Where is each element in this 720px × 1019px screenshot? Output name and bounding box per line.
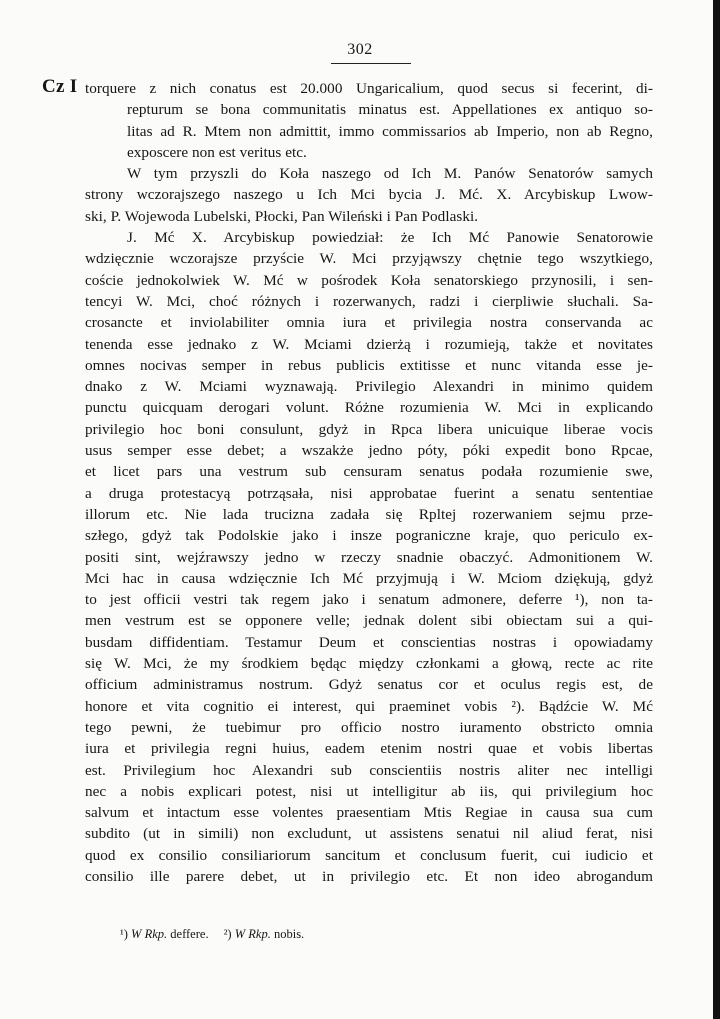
text-line: tenenda esse jednako z W. Mciami dzierżą i rozumieją, także et novitates (85, 335, 653, 353)
footnotes (120, 927, 316, 942)
footnote-1 (120, 927, 212, 941)
text-line: illorum etc. Nie lada trucizna zadała się Rpltej rozerwaniem sejmu prze- (85, 505, 653, 523)
margin-note: Cz I (42, 76, 78, 97)
text-line: coście jednokolwiek W. Mć w pośrodek Koła senatorskiego przynosili, i sen- (85, 271, 653, 289)
footnote-2 (224, 927, 305, 941)
text-line: tego pewni, że tuebimur pro officio nostro iuramento obstricto omnia (85, 718, 653, 736)
text-line: iura et privilegia regni huius, eadem etenim nostri quae et vobis libertas (85, 740, 653, 758)
text-line: się W. Mci, że my środkiem będąc między członkami a głową, recte ac rite (85, 655, 653, 673)
text-line: men vestrum est se opponere velle; jednak dolent sibi obiectam sui a qui- (85, 612, 653, 630)
text-line: privilegio hoc boni consulunt, gdyż in Rpca libera unicuique liberae vocis (85, 420, 653, 438)
text-line: nec a nobis explicari potest, nisi ut intelligitur ab iis, qui privilegium hoc (85, 782, 653, 800)
text-line: officium administramus nostrum. Gdyż senatus cor et oculus regis est, de (85, 676, 653, 694)
page-edge-shadow (713, 0, 720, 1019)
text-line: usus semper esse debet; a wszakże jedno póty, póki expedit bono Rpcae, (85, 442, 653, 460)
footnote-mark: ¹) (120, 927, 128, 941)
page-number-rule (331, 63, 411, 64)
text-line: strony wczorajszego naszego u Ich Mci bycia J. Mć. X. Arcybiskup Lwow- (85, 186, 653, 204)
text-line: salvum et intactum esse volentes praesentiam Mtis Regiae in causa sua cum (85, 804, 653, 822)
footnote-text: deffere. (170, 927, 209, 941)
text-line: repturum se bona communitatis minatus est. Appellationes ex antiquo so- (127, 101, 653, 119)
text-line: busdam diffidentiam. Testamur Deum et conscientias nostras i opowiadamy (85, 633, 653, 651)
text-line: et licet pars una vestrum sub censuram senatus podała rozumienie swe, (85, 463, 653, 481)
footnote-mark: ²) (223, 927, 232, 941)
text-line: honore et vita cognitio ei interest, qui praeminet vobis ²). Bądźcie W. Mć (85, 697, 653, 715)
text-line: crosancte et inviolabiliter omnia iura et privilegia nostra conservanda ac (85, 314, 653, 332)
body-text (85, 78, 653, 887)
text-line: to jest officii vestri tak regem jako i senatum admonere, deferre ¹), non ta- (85, 591, 653, 609)
text-line: litas ad R. Mtem non admittit, immo commissarios ab Imperio, non ab Regno, (127, 122, 653, 140)
text-line: omnes nocivas semper in rebus publicis extitisse et nunc vitanda esse je- (85, 356, 653, 374)
text-line: tencyi W. Mci, choć różnych i rozerwanych, radzi i cierpliwie słuchali. Sa- (85, 292, 653, 310)
text-line: a druga protestacyą potrząsała, nisi approbatae fuerint a senatu sententiae (85, 484, 653, 502)
text-line: exposcere non est veritus etc. (127, 143, 307, 161)
text-line: W tym przyszli do Koła naszego od Ich M. Panów Senatorów samych (127, 165, 653, 183)
footnote-source: W Rkp. (131, 927, 168, 941)
text-line: torquere z nich conatus est 20.000 Ungaricalium, quod secus si fecerint, di- (85, 80, 653, 97)
text-line: ski, P. Wojewoda Lubelski, Płocki, Pan Wileński i Pan Podlaski. (85, 207, 479, 225)
footnote-text: nobis. (273, 927, 305, 941)
footnote-source: W Rkp. (234, 927, 271, 941)
text-line: positi sint, wejźrawszy jedno w rzeczy snadnie obaczyć. Admonitionem W. (85, 548, 653, 566)
text-line: quod ex consilio consiliariorum sancitum et conclusum fuerit, cui iudicio et (85, 846, 653, 864)
text-line: szłego, gdyż tak Podolskie jako i insze pograniczne kraje, quo periculo ex- (85, 527, 653, 545)
text-line: consilio ille parere debet, ut in privilegio etc. Et non ideo abrogandum (85, 867, 653, 885)
page-number: 302 (347, 41, 373, 58)
text-line: J. Mć X. Arcybiskup powiedział: że Ich Mć Panowie Senatorowie (127, 229, 653, 247)
text-line: Mci hac in causa wdzięcznie Ich Mć przyjmują i W. Mciom dziękują, gdyż (85, 569, 653, 587)
text-line: est. Privilegium hoc Alexandri sub conscientiis nostris aliter nec intelligi (85, 761, 653, 779)
text-line: subdito (ut in simili) non excludunt, ut assistens senatui nil aliud ferat, nisi (85, 825, 653, 843)
text-line: punctu quicquam derogari volunt. Różne rozumienia W. Mci in explicando (85, 399, 653, 417)
text-line: wdzięcznie wczorajsze przyście W. Mci przyjąwszy chętnie tego wszytkiego, (85, 250, 653, 268)
text-line: dnako z W. Mciami wyznawają. Privilegio Alexandri in minimo quidem (85, 378, 653, 396)
